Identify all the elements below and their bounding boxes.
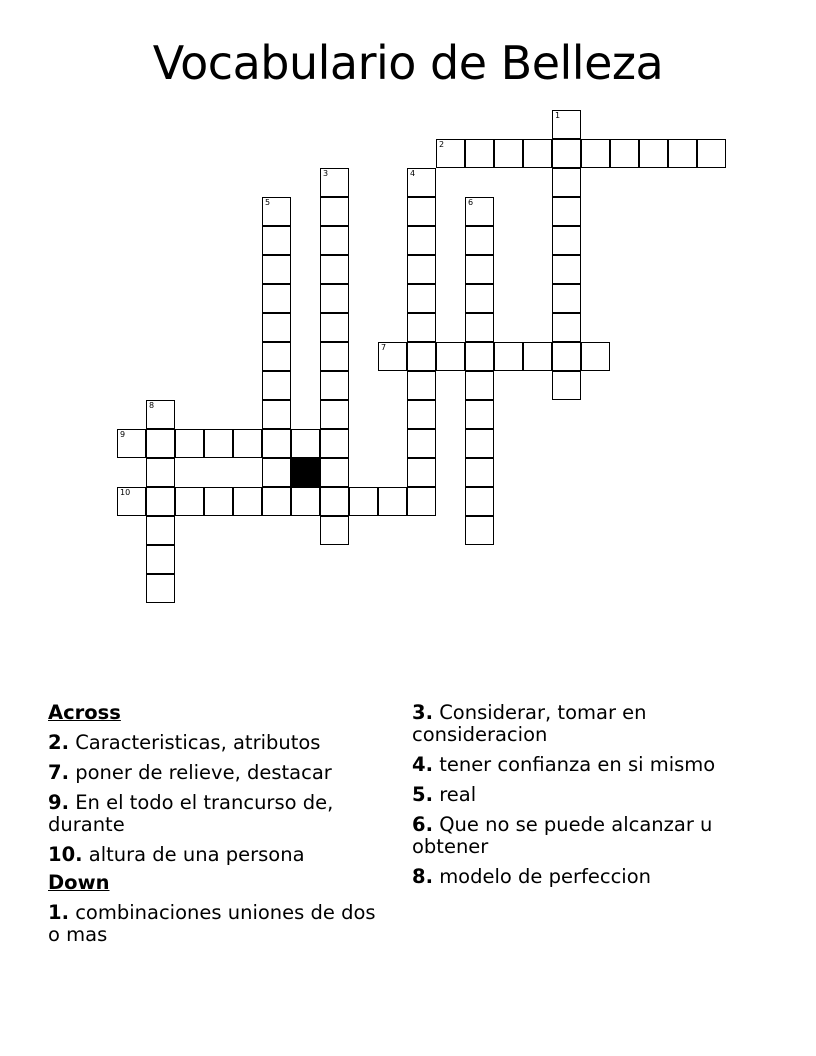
clue-number: 5.	[412, 783, 433, 806]
grid-cell	[175, 487, 204, 516]
grid-cell	[465, 313, 494, 342]
grid-cell	[465, 458, 494, 487]
clue-text: Considerar, tomar en consideracion	[412, 701, 647, 746]
clue-down-5	[412, 784, 752, 806]
grid-cell	[146, 545, 175, 574]
clue-number: 4.	[412, 753, 433, 776]
grid-cell	[204, 429, 233, 458]
grid-cell	[407, 313, 436, 342]
grid-cell	[407, 168, 436, 197]
across-heading: Across	[48, 701, 121, 724]
grid-cell	[378, 342, 407, 371]
grid-cell-number: 3	[323, 169, 329, 178]
grid-cell	[262, 487, 291, 516]
grid-cell	[436, 139, 465, 168]
grid-cell	[262, 429, 291, 458]
clues-left-column	[48, 702, 383, 954]
clue-down-3	[412, 702, 752, 746]
grid-cell	[146, 487, 175, 516]
grid-cell	[146, 400, 175, 429]
grid-cell	[320, 487, 349, 516]
grid-cell-number: 10	[120, 488, 131, 497]
clue-down-1	[48, 902, 383, 946]
grid-cell	[494, 342, 523, 371]
grid-cell	[552, 313, 581, 342]
grid-cell-number: 9	[120, 430, 126, 439]
grid-cell	[146, 429, 175, 458]
grid-cell	[407, 255, 436, 284]
grid-cell	[639, 139, 668, 168]
page-title: Vocabulario de Belleza	[152, 36, 664, 90]
grid-cell	[262, 371, 291, 400]
grid-cell	[465, 197, 494, 226]
clue-text: Que no se puede alcanzar u obtener	[412, 813, 713, 858]
grid-cell	[320, 516, 349, 545]
grid-cell	[407, 342, 436, 371]
grid-cell	[407, 458, 436, 487]
grid-cell-black	[291, 458, 320, 487]
grid-cell	[320, 429, 349, 458]
grid-cell	[204, 487, 233, 516]
grid-cell	[320, 371, 349, 400]
grid-cell	[262, 313, 291, 342]
clue-text: modelo de perfeccion	[439, 865, 652, 888]
grid-cell	[697, 139, 726, 168]
clue-number: 8.	[412, 865, 433, 888]
down-heading: Down	[48, 871, 110, 894]
clue-down-6	[412, 814, 752, 858]
clue-number: 9.	[48, 791, 69, 814]
grid-cell-number: 4	[410, 169, 416, 178]
grid-cell	[407, 487, 436, 516]
grid-cell	[117, 429, 146, 458]
clue-down-8	[412, 866, 752, 888]
clue-text: real	[439, 783, 477, 806]
grid-cell	[407, 400, 436, 429]
grid-cell	[320, 255, 349, 284]
grid-cell	[668, 139, 697, 168]
clue-across-10	[48, 844, 383, 866]
grid-cell	[465, 400, 494, 429]
grid-cell	[552, 371, 581, 400]
clue-number: 6.	[412, 813, 433, 836]
clue-text: Caracteristicas, atributos	[75, 731, 321, 754]
grid-cell	[407, 371, 436, 400]
clue-number: 3.	[412, 701, 433, 724]
grid-cell	[581, 139, 610, 168]
grid-cell	[146, 516, 175, 545]
grid-cell-number: 6	[468, 198, 474, 207]
grid-cell-number: 7	[381, 343, 387, 352]
clue-down-4	[412, 754, 752, 776]
grid-cell	[465, 516, 494, 545]
grid-cell	[465, 342, 494, 371]
grid-cell	[552, 342, 581, 371]
grid-cell	[349, 487, 378, 516]
grid-cell	[291, 487, 320, 516]
grid-cell	[262, 284, 291, 313]
grid-cell	[320, 400, 349, 429]
grid-cell	[320, 197, 349, 226]
grid-cell	[378, 487, 407, 516]
grid-cell-number: 2	[439, 140, 445, 149]
grid-cell	[262, 458, 291, 487]
clue-text: altura de una persona	[88, 843, 305, 866]
grid-cell	[262, 197, 291, 226]
clue-across-2	[48, 732, 383, 754]
grid-cell	[320, 226, 349, 255]
clue-number: 7.	[48, 761, 69, 784]
grid-cell	[320, 342, 349, 371]
grid-cell	[436, 342, 465, 371]
clue-text: tener confianza en si mismo	[439, 753, 716, 776]
clue-number: 1.	[48, 901, 69, 924]
grid-cell	[407, 226, 436, 255]
clue-text: poner de relieve, destacar	[75, 761, 332, 784]
grid-cell	[552, 226, 581, 255]
grid-cell	[407, 284, 436, 313]
clue-number: 2.	[48, 731, 69, 754]
grid-cell	[494, 139, 523, 168]
grid-cell	[465, 226, 494, 255]
clues-right-column	[412, 702, 752, 896]
grid-cell	[465, 429, 494, 458]
clue-across-9	[48, 792, 383, 836]
grid-cell	[320, 168, 349, 197]
grid-cell	[552, 255, 581, 284]
grid-cell	[581, 342, 610, 371]
grid-cell	[320, 284, 349, 313]
grid-cell	[262, 226, 291, 255]
grid-cell	[610, 139, 639, 168]
grid-cell	[523, 139, 552, 168]
grid-cell	[262, 400, 291, 429]
grid-cell-number: 1	[555, 111, 561, 120]
grid-cell	[552, 284, 581, 313]
grid-cell	[233, 429, 262, 458]
grid-cell	[465, 284, 494, 313]
grid-cell-number: 5	[265, 198, 271, 207]
grid-cell	[320, 458, 349, 487]
grid-cell	[262, 255, 291, 284]
grid-cell	[233, 487, 262, 516]
clue-text: combinaciones uniones de dos o mas	[48, 901, 376, 946]
grid-cell	[465, 371, 494, 400]
grid-cell	[465, 487, 494, 516]
grid-cell	[262, 342, 291, 371]
grid-cell-number: 8	[149, 401, 155, 410]
grid-cell	[465, 139, 494, 168]
clue-number: 10.	[48, 843, 83, 866]
grid-cell	[552, 110, 581, 139]
grid-cell	[291, 429, 320, 458]
grid-cell	[552, 139, 581, 168]
grid-cell	[552, 197, 581, 226]
grid-cell	[523, 342, 552, 371]
grid-cell	[175, 429, 204, 458]
grid-cell	[552, 168, 581, 197]
grid-cell	[117, 487, 146, 516]
grid-cell	[146, 458, 175, 487]
grid-cell	[320, 313, 349, 342]
clue-across-7	[48, 762, 383, 784]
clue-text: En el todo el trancurso de, durante	[48, 791, 334, 836]
grid-cell	[407, 429, 436, 458]
grid-cell	[407, 197, 436, 226]
grid-cell	[146, 574, 175, 603]
grid-cell	[465, 255, 494, 284]
